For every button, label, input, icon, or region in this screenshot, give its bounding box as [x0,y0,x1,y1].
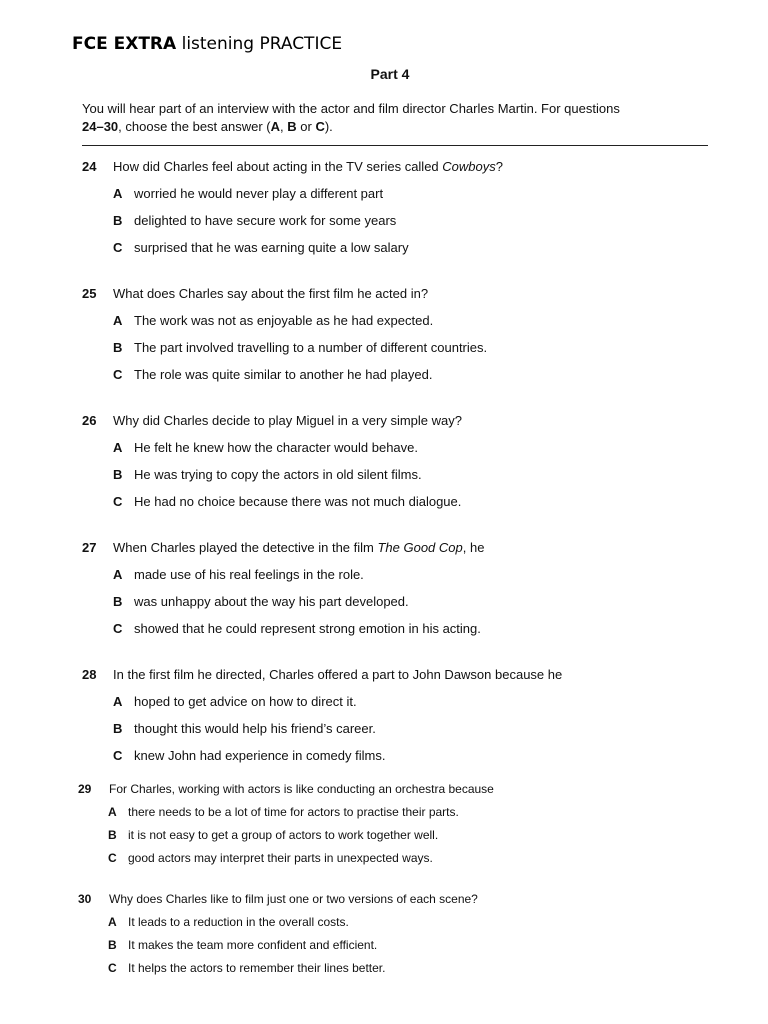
option-text: showed that he could represent strong emotion in his acting. [134,621,481,636]
option-text: He had no choice because there was not much dialogue. [134,494,462,509]
option-letter: A [113,440,123,455]
question-24 [82,158,732,257]
header-subtitle: listening PRACTICE [176,34,343,54]
option-b-label: B [287,119,297,134]
option-letter: C [113,494,123,509]
option-letter: C [113,748,123,763]
option-a[interactable] [82,803,732,821]
option-letter: A [113,313,123,328]
option-text: thought this would help his friend’s career. [134,721,376,736]
question-number: 28 [82,667,97,682]
option-b[interactable] [82,593,732,611]
question-number: 24 [82,159,97,174]
option-text: The work was not as enjoyable as he had expected. [134,313,434,328]
option-letter: A [108,915,117,929]
option-c[interactable] [82,620,732,638]
question-number: 25 [82,286,97,301]
question-text: What does Charles say about the first film he acted in? [113,286,429,301]
option-a-label: A [270,119,281,134]
option-text: good actors may interpret their parts in unexpected ways. [128,851,433,865]
option-a[interactable] [82,439,732,457]
option-c[interactable] [82,366,732,384]
option-text: It makes the team more confident and efficient. [128,938,378,952]
instructions-or: or [296,119,316,134]
option-c[interactable] [82,747,732,765]
option-text: delighted to have secure work for some years [134,213,397,228]
option-letter: C [108,851,117,865]
option-letter: B [108,938,117,952]
option-letter: A [113,186,123,201]
option-text: hoped to get advice on how to direct it. [134,694,357,709]
question-28 [82,666,732,765]
option-text: He felt he knew how the character would behave. [134,440,419,455]
option-text: knew John had experience in comedy films. [134,748,386,763]
question-text: Why does Charles like to film just one or two versions of each scene? [109,892,478,906]
question-number: 26 [82,413,97,428]
option-letter: B [113,721,123,736]
option-text: He was trying to copy the actors in old silent films. [134,467,422,482]
header-bold-title: FCE EXTRA [72,34,177,54]
part-title: Part 4 [370,66,410,82]
option-text: The part involved travelling to a number of different countries. [134,340,488,355]
question-27 [82,539,732,638]
question-range: 24–30 [82,119,119,134]
instructions-line-2 [82,118,714,136]
option-text: It leads to a reduction in the overall costs. [128,915,349,929]
question-text: For Charles, working with actors is like conducting an orchestra because [109,782,494,796]
option-text: The role was quite similar to another he had played. [134,367,433,382]
option-b[interactable] [82,936,732,954]
option-a[interactable] [82,913,732,931]
option-letter: C [113,367,123,382]
option-b[interactable] [82,826,732,844]
option-text: surprised that he was earning quite a low salary [134,240,409,255]
question-number: 29 [78,782,92,796]
question-number: 30 [78,892,92,906]
option-a[interactable] [82,312,732,330]
option-text: worried he would never play a different part [134,186,384,201]
option-letter: B [113,467,123,482]
option-a[interactable] [82,185,732,203]
instructions-line-1: You will hear part of an interview with the actor and film director Charles Martin. For questions [82,101,620,116]
option-letter: A [113,567,123,582]
option-text: it is not easy to get a group of actors to work together well. [128,828,439,842]
question-text: In the first film he directed, Charles offered a part to John Dawson because he [113,667,563,682]
option-c[interactable] [82,493,732,511]
option-c[interactable] [82,239,732,257]
option-letter: B [113,340,123,355]
option-text: was unhappy about the way his part developed. [134,594,409,609]
instructions-text: , choose the best answer ( [118,119,271,134]
option-c[interactable] [82,849,732,867]
option-letter: A [113,694,123,709]
question-29 [78,780,732,867]
question-text: How did Charles feel about acting in the TV series called Cowboys? [113,159,503,174]
question-30 [78,890,732,977]
option-a[interactable] [82,693,732,711]
option-text: there needs to be a lot of time for actors to practise their parts. [128,805,459,819]
question-text: When Charles played the detective in the film The Good Cop, he [113,540,485,555]
option-b[interactable] [82,212,732,230]
option-letter: B [113,594,123,609]
question-text: Why did Charles decide to play Miguel in a very simple way? [113,413,462,428]
question-number: 27 [82,540,97,555]
question-25 [82,285,732,384]
option-b[interactable] [82,466,732,484]
option-c[interactable] [82,959,732,977]
option-letter: C [113,621,123,636]
option-text: made use of his real feelings in the role. [134,567,364,582]
option-text: It helps the actors to remember their lines better. [128,961,386,975]
instructions-end: ). [324,119,333,134]
option-letter: B [113,213,123,228]
option-letter: B [108,828,117,842]
option-letter: C [113,240,123,255]
option-letter: A [108,805,117,819]
divider-rule [82,145,708,146]
option-c-label: C [315,119,325,134]
option-b[interactable] [82,720,732,738]
question-26 [82,412,732,511]
option-a[interactable] [82,566,732,584]
instructions [82,100,714,136]
document-header [72,34,342,54]
option-letter: C [108,961,117,975]
instructions-separator: , [280,119,288,134]
option-b[interactable] [82,339,732,357]
